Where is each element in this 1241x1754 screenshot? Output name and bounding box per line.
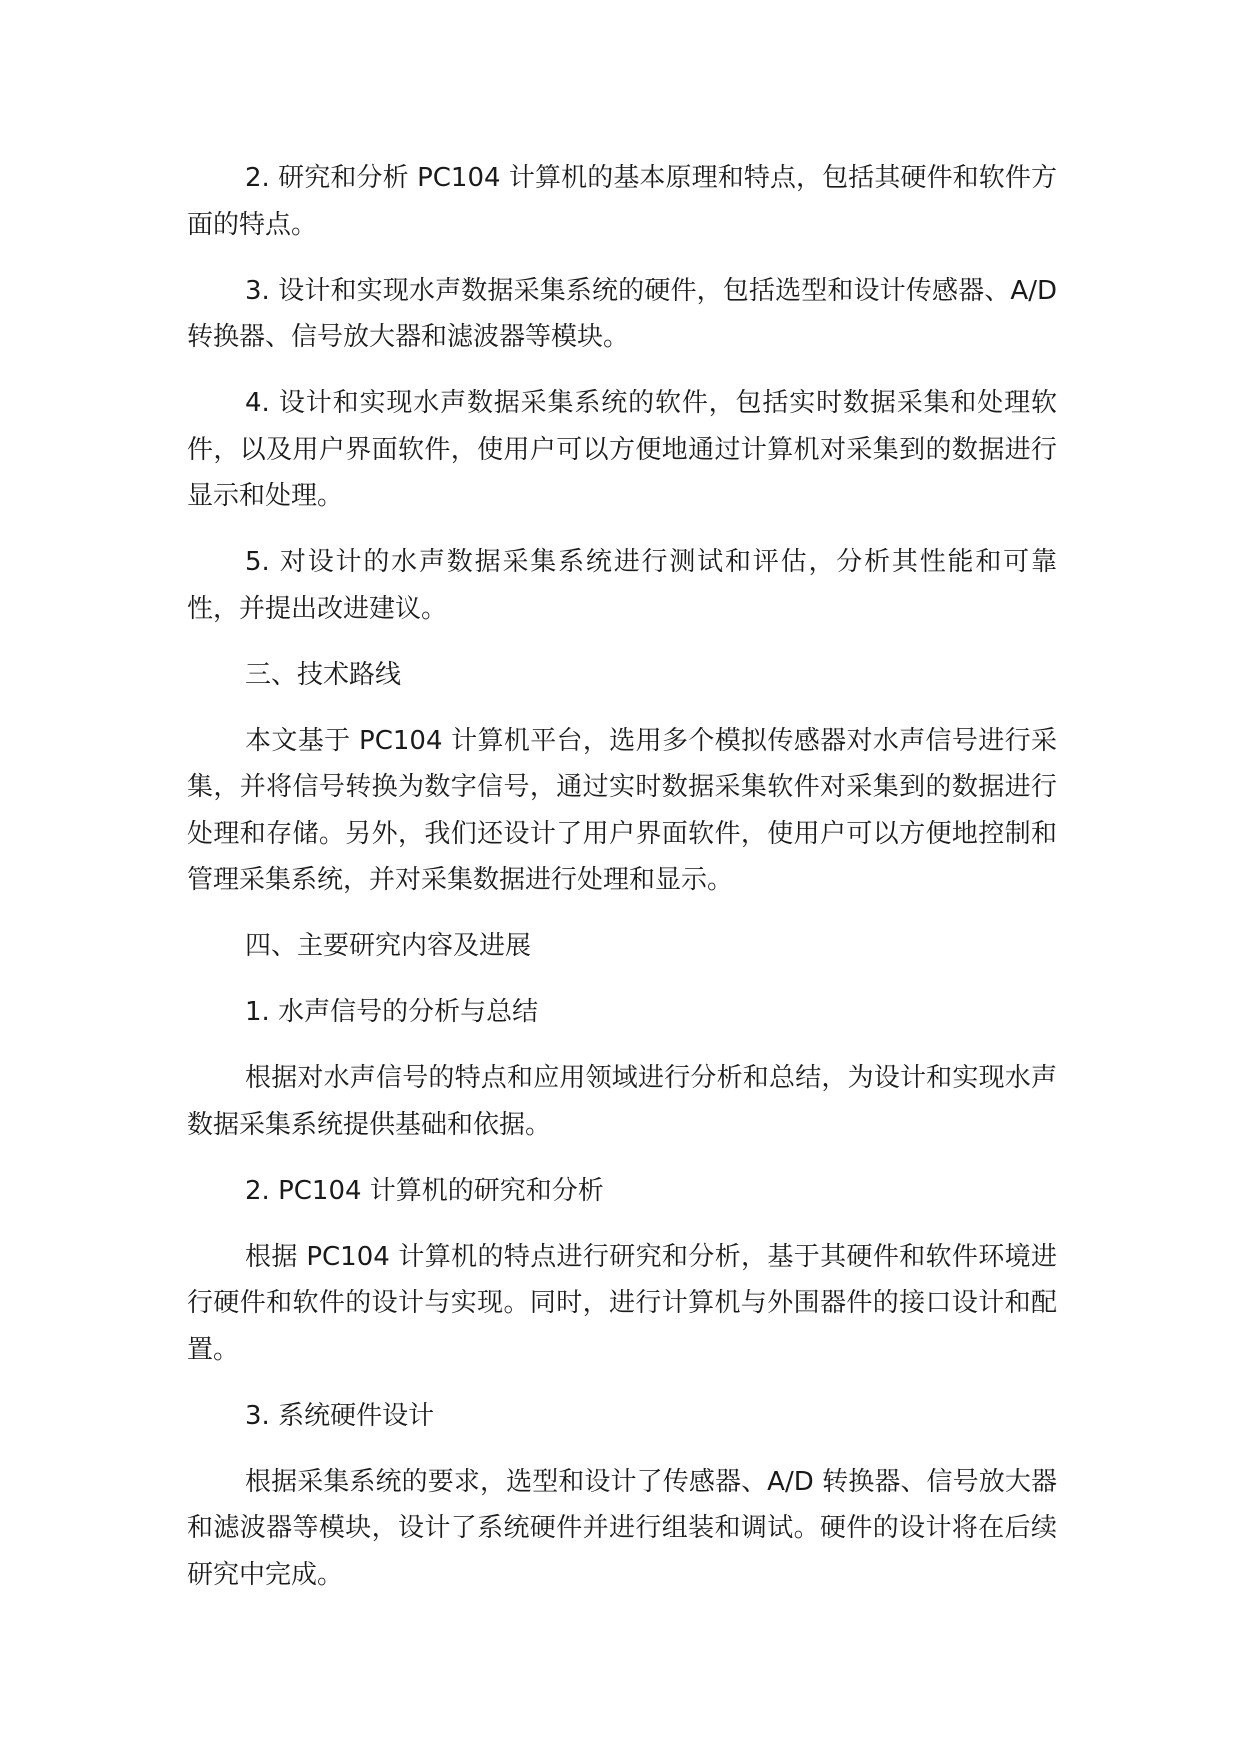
list-item-testing: 5. 对设计的水声数据采集系统进行测试和评估，分析其性能和可靠性，并提出改进建议。	[187, 547, 1057, 624]
paragraph-signal-analysis: 根据对水声信号的特点和应用领域进行分析和总结，为设计和实现水声数据采集系统提供基础和依据。	[187, 1063, 1057, 1140]
list-item-research-pc104: 2. 研究和分析 PC104 计算机的基本原理和特点，包括其硬件和软件方面的特点。	[187, 163, 1057, 240]
paragraph-pc104-research: 根据 PC104 计算机的特点进行研究和分析，基于其硬件和软件环境进行硬件和软件的设计与实现。同时，进行计算机与外围器件的接口设计和配置。	[187, 1241, 1057, 1365]
section-heading-research-content: 四、主要研究内容及进展	[245, 931, 532, 961]
subheading-pc104-research: 2. PC104 计算机的研究和分析	[245, 1175, 604, 1206]
subheading-signal-analysis: 1. 水声信号的分析与总结	[245, 997, 539, 1027]
section-heading-technical-route: 三、技术路线	[245, 659, 402, 690]
list-item-hardware-design: 3. 设计和实现水声数据采集系统的硬件，包括选型和设计传感器、A/D 转换器、信号放大器和滤波器等模块。	[187, 275, 1057, 352]
list-item-software-design: 4. 设计和实现水声数据采集系统的软件，包括实时数据采集和处理软件，以及用户界面软件，使用户可以方便地通过计算机对采集到的数据进行显示和处理。	[187, 388, 1057, 511]
subheading-hardware-design: 3. 系统硬件设计	[245, 1400, 435, 1431]
paragraph-hardware-design: 根据采集系统的要求，选型和设计了传感器、A/D 转换器、信号放大器和滤波器等模块，设计了系统硬件并进行组装和调试。硬件的设计将在后续研究中完成。	[187, 1466, 1057, 1590]
document-body	[187, 155, 1057, 1618]
paragraph-technical-route: 本文基于 PC104 计算机平台，选用多个模拟传感器对水声信号进行采集，并将信号转换为数字信号，通过实时数据采集软件对采集到的数据进行处理和存储。另外，我们还设计了用户界面软件，使用户可以方便地控制和管理采集系统，并对采集数据进行处理和显示。	[187, 725, 1057, 895]
